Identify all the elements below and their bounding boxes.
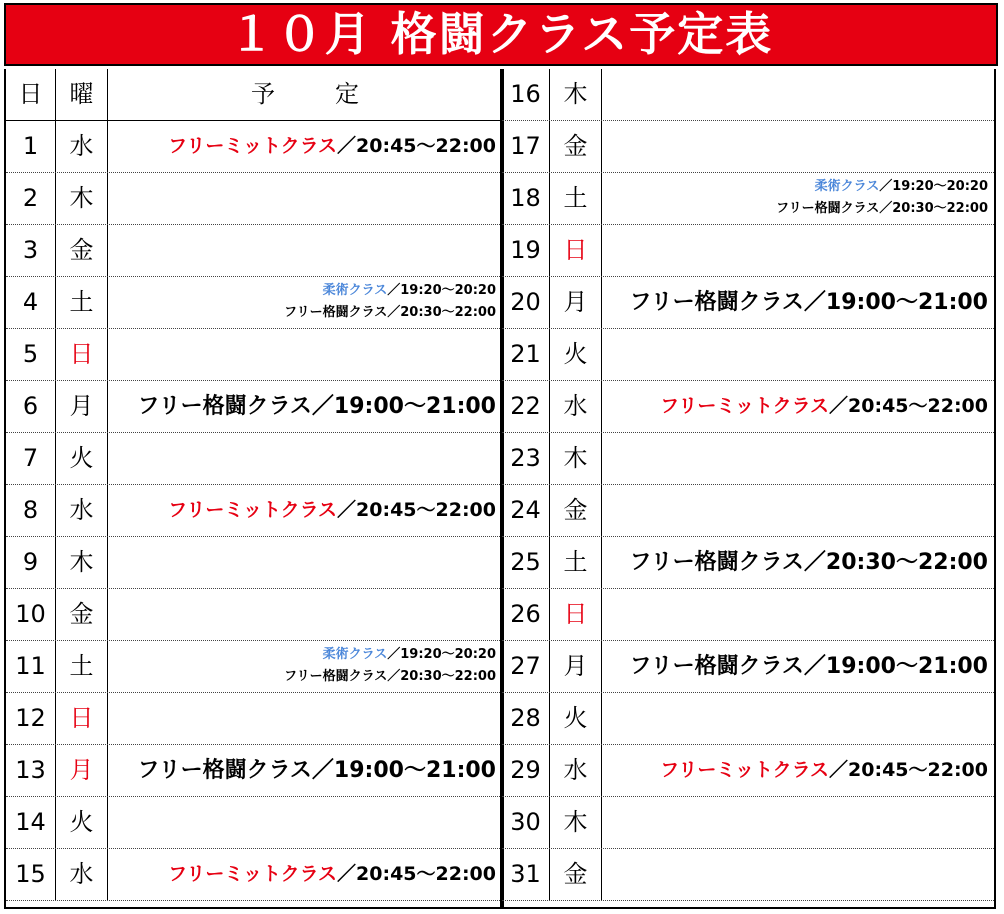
event-free-kakuto: フリー格闘クラス／20:30〜22:00 xyxy=(629,550,988,575)
event-free-kakuto: フリー格闘クラス／19:00〜21:00 xyxy=(137,394,496,419)
day-of-week: 金 xyxy=(550,849,602,900)
day-number: 12 xyxy=(6,693,56,744)
day-of-week: 木 xyxy=(56,173,108,224)
schedule-cell xyxy=(108,433,502,484)
header-day: 日 xyxy=(6,69,56,120)
day-of-week: 火 xyxy=(56,797,108,848)
event-time: ／20:45〜22:00 xyxy=(337,499,496,521)
day-number: 10 xyxy=(6,589,56,640)
calendar-right xyxy=(500,69,996,909)
event-time: ／19:20〜20:20 xyxy=(387,283,496,298)
table-row xyxy=(6,589,502,641)
header-schedule: 予定 xyxy=(251,80,419,108)
table-row xyxy=(502,225,994,277)
event-free-kakuto: フリー格闘クラス／19:00〜21:00 xyxy=(629,290,988,315)
table-row xyxy=(502,641,994,693)
event-time: ／20:45〜22:00 xyxy=(829,759,988,781)
schedule-cell xyxy=(108,121,502,172)
day-number: 1 xyxy=(6,121,56,172)
calendar-left xyxy=(4,69,504,909)
table-row xyxy=(502,329,994,381)
schedule-cell xyxy=(108,589,502,640)
table-row xyxy=(502,589,994,641)
table-row xyxy=(6,277,502,329)
day-of-week: 金 xyxy=(56,225,108,276)
schedule-cell xyxy=(602,797,994,848)
day-of-week: 月 xyxy=(550,641,602,692)
event-time: ／19:20〜20:20 xyxy=(387,647,496,662)
event-time: ／20:45〜22:00 xyxy=(337,863,496,885)
event-kakuto-small: フリー格闘クラス／20:30〜22:00 xyxy=(284,669,496,684)
day-of-week: 火 xyxy=(550,329,602,380)
schedule-cell xyxy=(602,589,994,640)
day-number: 21 xyxy=(502,329,550,380)
event-name: フリーミットクラス xyxy=(660,395,830,417)
day-of-week: 水 xyxy=(550,745,602,796)
header-dow: 曜 xyxy=(56,69,108,120)
table-row xyxy=(502,849,994,901)
schedule-cell xyxy=(108,693,502,744)
day-of-week: 日 xyxy=(56,693,108,744)
event-kakuto-small: フリー格闘クラス／20:30〜22:00 xyxy=(284,305,496,320)
schedule-cell xyxy=(108,745,502,796)
day-number: 6 xyxy=(6,381,56,432)
table-row xyxy=(502,121,994,173)
event-free-mitt xyxy=(168,849,496,900)
day-number: 18 xyxy=(502,173,550,224)
day-number: 25 xyxy=(502,537,550,588)
event-pair xyxy=(284,280,496,324)
header-row xyxy=(6,69,502,121)
page-title: １０月 格闘クラス予定表 xyxy=(4,3,998,66)
table-row xyxy=(502,485,994,537)
schedule-cell xyxy=(602,69,994,120)
day-of-week: 土 xyxy=(56,277,108,328)
event-free-mitt xyxy=(660,381,988,432)
schedule-cell xyxy=(602,745,994,796)
event-name: フリーミットクラス xyxy=(660,759,830,781)
schedule-cell xyxy=(602,641,994,692)
schedule-cell xyxy=(602,433,994,484)
day-of-week: 金 xyxy=(550,121,602,172)
event-free-kakuto: フリー格闘クラス／19:00〜21:00 xyxy=(629,654,988,679)
table-row xyxy=(502,537,994,589)
day-number: 14 xyxy=(6,797,56,848)
schedule-cell xyxy=(108,537,502,588)
day-of-week: 木 xyxy=(550,433,602,484)
table-row xyxy=(502,173,994,225)
table-row xyxy=(6,225,502,277)
day-number: 24 xyxy=(502,485,550,536)
table-row xyxy=(6,537,502,589)
table-row xyxy=(502,693,994,745)
table-row xyxy=(502,69,994,121)
day-number: 4 xyxy=(6,277,56,328)
day-number: 2 xyxy=(6,173,56,224)
schedule-cell xyxy=(602,225,994,276)
day-number: 26 xyxy=(502,589,550,640)
event-jujutsu xyxy=(776,176,988,198)
table-row xyxy=(6,849,502,901)
day-number: 16 xyxy=(502,69,550,120)
event-free-kakuto: フリー格闘クラス／19:00〜21:00 xyxy=(137,758,496,783)
schedule-cell xyxy=(108,797,502,848)
day-of-week: 火 xyxy=(56,433,108,484)
event-time: ／20:45〜22:00 xyxy=(337,135,496,157)
day-number: 19 xyxy=(502,225,550,276)
schedule-cell xyxy=(602,329,994,380)
schedule-cell xyxy=(602,537,994,588)
schedule-cell xyxy=(108,329,502,380)
day-of-week: 水 xyxy=(56,849,108,900)
event-jujutsu xyxy=(284,280,496,302)
day-number: 28 xyxy=(502,693,550,744)
event-kakuto-small: フリー格闘クラス／20:30〜22:00 xyxy=(776,201,988,216)
day-number: 9 xyxy=(6,537,56,588)
table-row xyxy=(6,485,502,537)
schedule-cell xyxy=(602,121,994,172)
event-name: フリーミットクラス xyxy=(168,863,338,885)
schedule-cell xyxy=(602,277,994,328)
table-row xyxy=(502,745,994,797)
day-of-week: 日 xyxy=(550,225,602,276)
day-of-week: 日 xyxy=(550,589,602,640)
schedule-cell xyxy=(602,485,994,536)
day-number: 7 xyxy=(6,433,56,484)
event-free-mitt xyxy=(168,121,496,172)
table-row xyxy=(6,641,502,693)
day-number: 13 xyxy=(6,745,56,796)
table-row xyxy=(6,173,502,225)
table-row xyxy=(6,381,502,433)
day-of-week: 月 xyxy=(56,745,108,796)
table-row xyxy=(6,329,502,381)
table-row xyxy=(502,277,994,329)
day-number: 15 xyxy=(6,849,56,900)
event-pair xyxy=(284,644,496,688)
day-number: 20 xyxy=(502,277,550,328)
schedule-cell xyxy=(108,485,502,536)
day-number: 5 xyxy=(6,329,56,380)
day-of-week: 木 xyxy=(56,537,108,588)
event-pair xyxy=(776,176,988,220)
day-of-week: 土 xyxy=(56,641,108,692)
event-name: 柔術クラス xyxy=(322,647,388,662)
event-name: フリーミットクラス xyxy=(168,499,338,521)
day-number: 3 xyxy=(6,225,56,276)
day-number: 17 xyxy=(502,121,550,172)
day-of-week: 木 xyxy=(550,797,602,848)
day-number: 8 xyxy=(6,485,56,536)
schedule-cell xyxy=(108,277,502,328)
day-of-week: 水 xyxy=(56,121,108,172)
day-number: 29 xyxy=(502,745,550,796)
event-name: フリーミットクラス xyxy=(168,135,338,157)
event-free-mitt xyxy=(660,745,988,796)
schedule-cell xyxy=(108,225,502,276)
event-name: 柔術クラス xyxy=(814,179,880,194)
event-jujutsu xyxy=(284,644,496,666)
table-row xyxy=(6,693,502,745)
day-of-week: 日 xyxy=(56,329,108,380)
schedule-cell xyxy=(602,693,994,744)
table-row xyxy=(502,797,994,849)
day-number: 30 xyxy=(502,797,550,848)
schedule-cell xyxy=(602,849,994,900)
day-of-week: 金 xyxy=(550,485,602,536)
schedule-cell xyxy=(602,173,994,224)
schedule-cell xyxy=(108,381,502,432)
day-number: 22 xyxy=(502,381,550,432)
day-number: 31 xyxy=(502,849,550,900)
schedule-cell xyxy=(108,641,502,692)
table-row xyxy=(6,433,502,485)
day-number: 23 xyxy=(502,433,550,484)
day-of-week: 土 xyxy=(550,173,602,224)
schedule-cell xyxy=(108,173,502,224)
day-of-week: 土 xyxy=(550,537,602,588)
day-of-week: 火 xyxy=(550,693,602,744)
day-of-week: 月 xyxy=(56,381,108,432)
day-number: 11 xyxy=(6,641,56,692)
day-of-week: 月 xyxy=(550,277,602,328)
event-name: 柔術クラス xyxy=(322,283,388,298)
event-time: ／19:20〜20:20 xyxy=(879,179,988,194)
table-row xyxy=(6,797,502,849)
table-row xyxy=(502,433,994,485)
day-of-week: 水 xyxy=(56,485,108,536)
day-number: 27 xyxy=(502,641,550,692)
day-of-week: 木 xyxy=(550,69,602,120)
table-row xyxy=(502,381,994,433)
event-free-mitt xyxy=(168,485,496,536)
day-of-week: 水 xyxy=(550,381,602,432)
schedule-cell xyxy=(108,849,502,900)
event-time: ／20:45〜22:00 xyxy=(829,395,988,417)
table-row xyxy=(6,121,502,173)
day-of-week: 金 xyxy=(56,589,108,640)
table-row xyxy=(6,745,502,797)
schedule-cell xyxy=(602,381,994,432)
